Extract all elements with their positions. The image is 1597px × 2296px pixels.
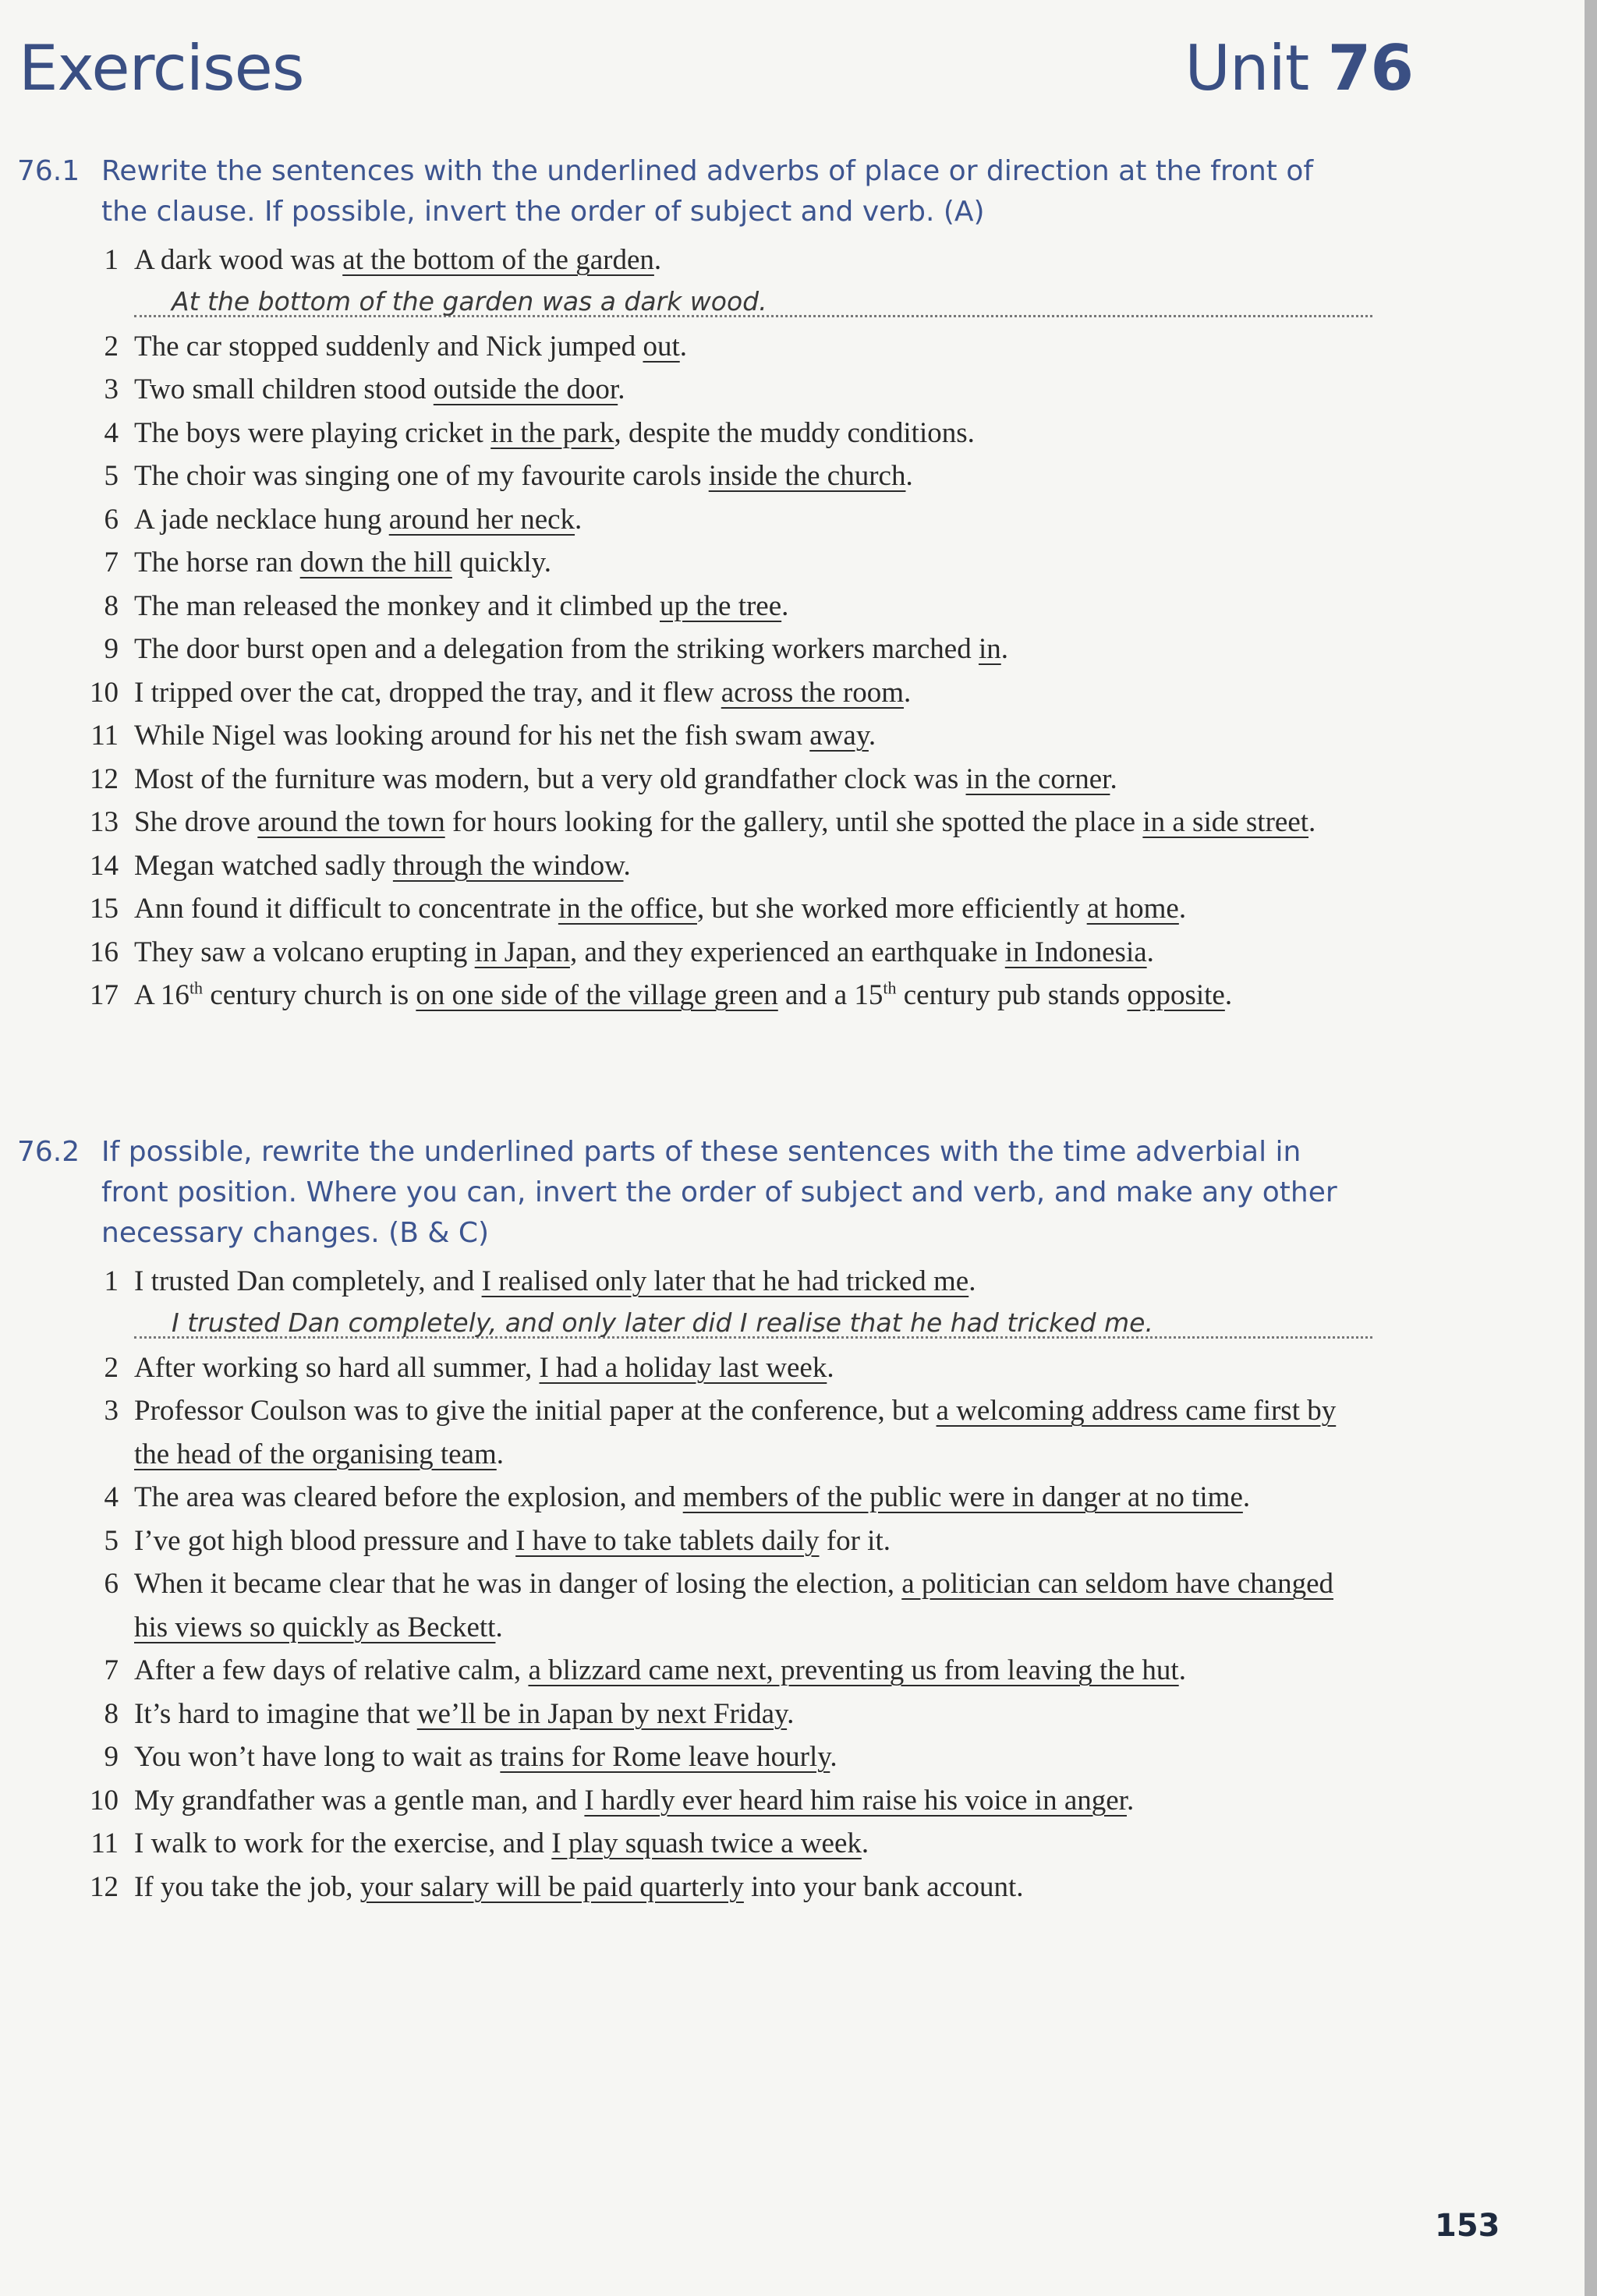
item-number: 13 bbox=[90, 806, 119, 838]
item-text bbox=[134, 1352, 834, 1384]
item-number: 1 bbox=[104, 244, 119, 276]
text-run: A jade necklace hung bbox=[134, 503, 389, 536]
page-number: 153 bbox=[1435, 2208, 1500, 2244]
item-text bbox=[134, 1827, 869, 1859]
item-number: 6 bbox=[104, 1568, 119, 1600]
exercise-item bbox=[78, 714, 1372, 758]
answer-text: At the bottom of the garden was a dark wood. bbox=[172, 285, 767, 317]
unit-label: Unit bbox=[1184, 32, 1309, 104]
exercise-item bbox=[78, 801, 1372, 844]
text-run: The area was cleared before the explosion, and bbox=[134, 1481, 683, 1513]
exercise-item bbox=[78, 498, 1372, 542]
underlined-phrase: at home bbox=[1086, 893, 1179, 925]
underlined-phrase: in the office bbox=[558, 893, 697, 925]
item-number: 9 bbox=[104, 1741, 119, 1773]
text-run: . bbox=[968, 1265, 976, 1297]
item-number: 8 bbox=[104, 589, 119, 622]
exercise-item bbox=[78, 1562, 1372, 1649]
item-number: 11 bbox=[90, 720, 119, 752]
exercise-item bbox=[78, 1779, 1372, 1823]
text-run: Megan watched sadly bbox=[134, 849, 393, 882]
text-run: The horse ran bbox=[134, 547, 300, 578]
underlined-phrase: outside the door bbox=[433, 373, 618, 405]
item-number: 2 bbox=[104, 1351, 119, 1384]
text-run: . bbox=[1178, 893, 1187, 925]
item-number: 8 bbox=[104, 1697, 119, 1730]
underlined-phrase: in a side street bbox=[1142, 806, 1309, 838]
underlined-phrase: I had a holiday last week bbox=[539, 1351, 827, 1384]
text-run: . bbox=[781, 589, 789, 622]
text-run: After a few days of relative calm, bbox=[134, 1654, 529, 1686]
item-text bbox=[134, 720, 876, 752]
text-run: Two small children stood bbox=[134, 373, 434, 405]
unit-title bbox=[1184, 32, 1413, 104]
underlined-phrase: around the town bbox=[257, 806, 445, 838]
text-run: . bbox=[1000, 633, 1008, 665]
text-run: . bbox=[1242, 1481, 1251, 1513]
exercise-item bbox=[78, 844, 1372, 888]
item-number: 5 bbox=[104, 1524, 119, 1557]
underlined-phrase: members of the public were in danger at no time bbox=[682, 1481, 1243, 1513]
text-run: . bbox=[618, 373, 625, 405]
text-run: My grandfather was a gentle man, and bbox=[134, 1784, 585, 1817]
underlined-phrase: in Japan bbox=[474, 936, 570, 968]
item-text bbox=[134, 1871, 1024, 1903]
text-run: After working so hard all summer, bbox=[134, 1351, 540, 1384]
item-text bbox=[134, 677, 911, 709]
text-run: . bbox=[496, 1438, 505, 1470]
text-run: They saw a volcano erupting bbox=[134, 936, 475, 968]
underlined-phrase: around her neck bbox=[388, 503, 575, 536]
underlined-phrase: your salary will be paid quarterly bbox=[359, 1870, 744, 1903]
text-run: century pub stands bbox=[896, 979, 1128, 1011]
text-run: into your bank account. bbox=[743, 1870, 1024, 1903]
underlined-phrase: trains for Rome leave hourly bbox=[500, 1741, 830, 1773]
exercise-76-1-heading bbox=[17, 151, 1343, 232]
underlined-phrase: in bbox=[978, 633, 1001, 665]
text-run: . bbox=[861, 1827, 869, 1859]
item-number: 16 bbox=[90, 936, 119, 968]
text-run: . bbox=[830, 1741, 837, 1773]
exercise-76-2-heading bbox=[17, 1132, 1343, 1254]
exercise-item bbox=[78, 1519, 1372, 1563]
exercise-item bbox=[78, 974, 1372, 1017]
exercise-item bbox=[78, 628, 1372, 671]
item-number: 10 bbox=[90, 676, 119, 709]
text-run: . bbox=[827, 1351, 834, 1384]
text-run: She drove bbox=[134, 806, 258, 838]
underlined-phrase: out bbox=[643, 330, 680, 363]
text-run: , but she worked more efficiently bbox=[696, 893, 1087, 925]
text-run: Ann found it difficult to concentrate bbox=[134, 893, 558, 925]
underlined-phrase: a welcoming address came first by the head of the organising team bbox=[134, 1395, 1337, 1470]
item-text bbox=[134, 1525, 891, 1557]
item-number: 12 bbox=[90, 762, 119, 795]
exercise-item bbox=[78, 1735, 1372, 1779]
item-text bbox=[134, 244, 661, 276]
text-run: I trusted Dan completely, and bbox=[134, 1265, 482, 1297]
text-run: . bbox=[905, 460, 913, 492]
item-text bbox=[134, 1481, 1250, 1513]
item-text bbox=[134, 979, 1232, 1011]
text-run: Most of the furniture was modern, but a very old grandfather clock was bbox=[134, 762, 966, 795]
item-number: 7 bbox=[104, 1654, 119, 1686]
exercise-item bbox=[78, 1866, 1372, 1909]
exercise-item bbox=[78, 1693, 1372, 1736]
item-number: 17 bbox=[90, 979, 119, 1011]
text-run: It’s hard to imagine that bbox=[134, 1697, 417, 1730]
text-run: The man released the monkey and it climbed bbox=[134, 589, 660, 622]
item-number: 2 bbox=[104, 330, 119, 363]
text-run: . bbox=[1308, 806, 1316, 838]
item-text bbox=[134, 1785, 1134, 1817]
item-text bbox=[134, 763, 1117, 795]
exercise-item bbox=[78, 1389, 1372, 1476]
item-text bbox=[134, 1654, 1186, 1686]
text-run: and a 15 bbox=[777, 979, 883, 1011]
text-run: . bbox=[1224, 979, 1233, 1011]
exercise-item bbox=[78, 585, 1372, 628]
text-run: I walk to work for the exercise, and bbox=[134, 1827, 552, 1859]
exercise-item bbox=[78, 931, 1372, 975]
text-run: . bbox=[904, 676, 912, 709]
item-text bbox=[134, 850, 631, 882]
item-number: 15 bbox=[90, 893, 119, 925]
item-number: 1 bbox=[104, 1265, 119, 1297]
item-text bbox=[134, 547, 551, 578]
exercise-item bbox=[78, 455, 1372, 498]
page-edge bbox=[1585, 0, 1597, 2296]
text-run: A 16 bbox=[134, 979, 189, 1011]
underlined-phrase: we’ll be in Japan by next Friday bbox=[416, 1697, 788, 1730]
exercise-item bbox=[78, 412, 1372, 455]
item-text bbox=[134, 417, 975, 449]
text-run: for hours looking for the gallery, until she spotted the place bbox=[444, 806, 1143, 838]
text-run: If you take the job, bbox=[134, 1870, 360, 1903]
exercise-item bbox=[78, 239, 1372, 282]
text-run: , and they experienced an earthquake bbox=[569, 936, 1005, 968]
item-text bbox=[134, 936, 1154, 968]
text-run: . bbox=[1146, 936, 1154, 968]
item-text bbox=[134, 893, 1186, 925]
superscript: th bbox=[189, 978, 204, 998]
page-title: Exercises bbox=[19, 32, 304, 104]
exercise-76-2-list bbox=[78, 1260, 1372, 1909]
item-number: 10 bbox=[90, 1784, 119, 1817]
item-number: 3 bbox=[104, 1395, 119, 1427]
text-run: . bbox=[495, 1611, 503, 1643]
item-number: 11 bbox=[90, 1827, 119, 1859]
exercise-item bbox=[78, 325, 1372, 369]
item-number: 5 bbox=[104, 460, 119, 492]
text-run: , despite the muddy conditions. bbox=[614, 416, 975, 449]
text-run: . bbox=[1178, 1654, 1186, 1686]
item-number: 6 bbox=[104, 503, 119, 536]
text-run: . bbox=[868, 720, 876, 752]
underlined-phrase: in the corner bbox=[965, 762, 1110, 795]
exercise-item bbox=[78, 671, 1372, 715]
item-text bbox=[134, 1741, 837, 1773]
item-number: 9 bbox=[104, 633, 119, 665]
exercise-76-1-list bbox=[78, 239, 1372, 1017]
exercise-item bbox=[78, 887, 1372, 931]
underlined-phrase: down the hill bbox=[299, 547, 452, 578]
example-answer bbox=[134, 282, 1372, 325]
example-answer bbox=[134, 1304, 1372, 1346]
item-text bbox=[134, 1395, 1336, 1470]
text-run: . bbox=[653, 244, 662, 276]
underlined-phrase: a politician can seldom have changed his views so quickly as Beckett bbox=[134, 1568, 1333, 1643]
item-text bbox=[134, 373, 625, 405]
text-run: The boys were playing cricket bbox=[134, 416, 491, 449]
exercise-item bbox=[78, 1822, 1372, 1866]
text-run: . bbox=[623, 849, 631, 882]
underlined-phrase: inside the church bbox=[708, 460, 906, 492]
unit-number: 76 bbox=[1327, 32, 1413, 104]
underlined-phrase: up the tree bbox=[660, 589, 782, 622]
underlined-phrase: a blizzard came next, preventing us from leaving the hut bbox=[528, 1654, 1179, 1686]
text-run: When it became clear that he was in danger of losing the election, bbox=[134, 1568, 902, 1600]
item-text bbox=[134, 460, 913, 492]
underlined-phrase: I realised only later that he had tricked me bbox=[481, 1265, 969, 1297]
underlined-phrase: in Indonesia bbox=[1004, 936, 1147, 968]
underlined-phrase: I play squash twice a week bbox=[551, 1827, 862, 1859]
exercise-item bbox=[78, 1260, 1372, 1304]
exercise-instruction: Rewrite the sentences with the underlined adverbs of place or direction at the front of the clause. If possible, invert the order of subject and verb. (A) bbox=[101, 155, 1314, 228]
exercise-item bbox=[78, 758, 1372, 801]
underlined-phrase: opposite bbox=[1127, 979, 1225, 1011]
underlined-phrase: through the window bbox=[392, 849, 624, 882]
text-run: You won’t have long to wait as bbox=[134, 1741, 501, 1773]
exercise-item bbox=[78, 541, 1372, 585]
exercise-item bbox=[78, 368, 1372, 412]
superscript: th bbox=[883, 978, 897, 998]
exercise-instruction: If possible, rewrite the underlined parts of these sentences with the time adverbial in front position. Where you can, invert the order of subject and verb, and make any other necessary changes. (B & C) bbox=[101, 1136, 1337, 1249]
item-text bbox=[134, 806, 1315, 838]
underlined-phrase: away bbox=[809, 720, 869, 752]
text-run: . bbox=[1110, 762, 1117, 795]
text-run: . bbox=[679, 330, 687, 363]
text-run: The car stopped suddenly and Nick jumped bbox=[134, 330, 643, 363]
answer-text: I trusted Dan completely, and only later did I realise that he had tricked me. bbox=[172, 1307, 1153, 1338]
text-run: century church is bbox=[203, 979, 416, 1011]
item-number: 4 bbox=[104, 1481, 119, 1513]
item-text bbox=[134, 1265, 976, 1297]
text-run: I’ve got high blood pressure and bbox=[134, 1524, 516, 1557]
exercise-item bbox=[78, 1476, 1372, 1519]
text-run: A dark wood was bbox=[134, 244, 343, 276]
exercise-number: 76.1 bbox=[17, 155, 80, 187]
text-run: . bbox=[787, 1697, 795, 1730]
item-text bbox=[134, 1698, 794, 1730]
item-text bbox=[134, 331, 687, 363]
text-run: Professor Coulson was to give the initial paper at the conference, but bbox=[134, 1395, 937, 1427]
text-run: The choir was singing one of my favourite carols bbox=[134, 460, 709, 492]
underlined-phrase: I hardly ever heard him raise his voice in anger bbox=[584, 1784, 1127, 1817]
text-run: While Nigel was looking around for his net the fish swam bbox=[134, 720, 810, 752]
exercise-number: 76.2 bbox=[17, 1136, 80, 1168]
underlined-phrase: in the park bbox=[490, 416, 614, 449]
text-run: . bbox=[575, 503, 582, 536]
item-number: 12 bbox=[90, 1870, 119, 1903]
text-run: I tripped over the cat, dropped the tray, and it flew bbox=[134, 676, 721, 709]
text-run: for it. bbox=[819, 1524, 891, 1557]
underlined-phrase: at the bottom of the garden bbox=[342, 244, 654, 276]
underlined-phrase: across the room bbox=[721, 676, 905, 709]
underlined-phrase: I have to take tablets daily bbox=[515, 1524, 820, 1557]
item-text bbox=[134, 504, 582, 536]
item-number: 4 bbox=[104, 416, 119, 449]
item-number: 3 bbox=[104, 373, 119, 405]
item-number: 14 bbox=[90, 849, 119, 882]
item-text bbox=[134, 633, 1008, 665]
text-run: . bbox=[1126, 1784, 1135, 1817]
item-text bbox=[134, 1568, 1333, 1643]
item-number: 7 bbox=[104, 547, 119, 578]
exercise-item bbox=[78, 1346, 1372, 1390]
item-text bbox=[134, 590, 788, 622]
underlined-phrase: on one side of the village green bbox=[416, 979, 778, 1011]
text-run: quickly. bbox=[451, 547, 552, 578]
exercise-item bbox=[78, 1649, 1372, 1693]
text-run: The door burst open and a delegation from the striking workers marched bbox=[134, 633, 979, 665]
